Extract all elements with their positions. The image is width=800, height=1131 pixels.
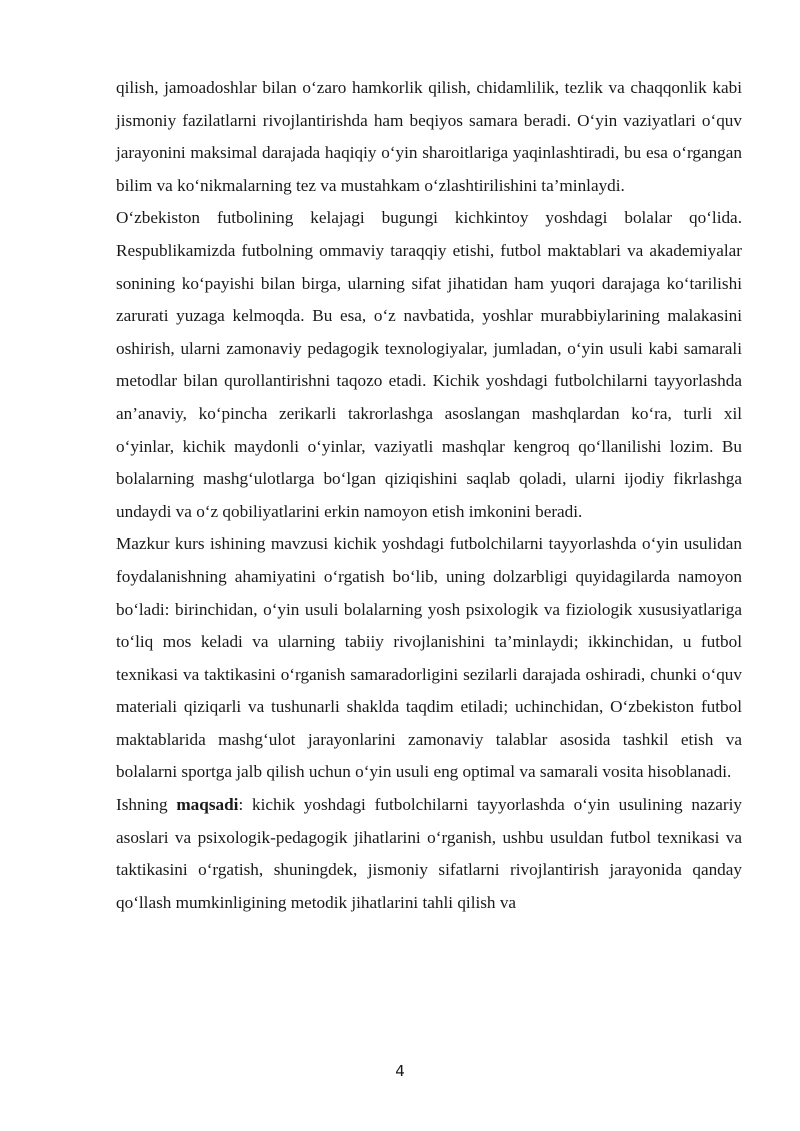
page-number: 4 bbox=[395, 1062, 405, 1080]
paragraph-intro-continuation: qilish, jamoadoshlar bilan o‘zaro hamkorlik qilish, chidamlilik, tezlik va chaqqonlik kabi jismoniy fazilatlarni rivojlantirishda ham beqiyos samara beradi. O‘yin vaziyatlari o‘quv jarayonini maksimal darajada haqiqiy o‘yin sharoitlariga yaqinlashtiradi, bu esa o‘rgangan bilim va ko‘nikmalarning tez va mustahkam o‘zlashtirilishini ta’minlaydi. bbox=[116, 78, 742, 195]
paragraph-goal bbox=[116, 789, 742, 919]
goal-rest-text: : kichik yoshdagi futbolchilarni tayyorlashda o‘yin usulining nazariy asoslari va psixologik-pedagogik jihatlarini o‘rganish, ushbu usuldan futbol texnikasi va taktikasini o‘rgatish, shuningdek, jismoniy sifatlarni rivojlantirish jarayonida qanday qo‘llash mumkinligining metodik jihatlarini tahli qilish va bbox=[116, 795, 743, 912]
paragraph-topic-relevance: Mazkur kurs ishining mavzusi kichik yoshdagi futbolchilarni tayyorlashda o‘yin usulidan foydalanishning ahamiyatini o‘rgatish bo‘lib, uning dolzarbligi quyidagilarda namoyon bo‘ladi: birinchidan, o‘yin usuli bolalarning yosh psixologik va fiziologik xususiyatlariga to‘liq mos keladi va ularning tabiiy rivojlanishini ta’minlaydi; ikkinchidan, u futbol texnikasi va taktikasini o‘rganish samaradorligini sezilarli darajada oshiradi, chunki o‘quv materiali qiziqarli va tushunarli shaklda taqdim etiladi; uchinchidan, O‘zbekiston futbol maktablarida mashg‘ulot jarayonlarini zamonaviy talablar asosida tashkil etish va bolalarni sportga jalb qilish uchun o‘yin usuli eng optimal va samarali vosita hisoblanadi. bbox=[116, 534, 742, 782]
goal-bold-word: maqsadi bbox=[176, 795, 239, 815]
document-page bbox=[116, 72, 742, 919]
goal-lead-text: Ishning bbox=[116, 795, 177, 815]
paragraph-uzbekistan-football-future: O‘zbekiston futbolining kelajagi bugungi kichkintoy yoshdagi bolalar qo‘lida. Respublikamizda futbolning ommaviy taraqqiy etishi, futbol maktablari va akademiyalar sonining ko‘payishi bilan birga, ularning sifat jihatidan ham yuqori darajaga ko‘tarilishi zarurati yuzaga kelmoqda. Bu esa, o‘z navbatida, yoshlar murabbiylarining malakasini oshirish, ularni zamonaviy pedagogik texnologiyalar, jumladan, o‘yin usuli kabi samarali metodlar bilan qurollantirishni taqozo etadi. Kichik yoshdagi futbolchilarni tayyorlashda an’anaviy, ko‘pincha zerikarli takrorlashga asoslangan mashqlardan ko‘ra, turli xil o‘yinlar, kichik maydonli o‘yinlar, vaziyatli mashqlar kengroq qo‘llanilishi lozim. Bu bolalarning mashg‘ulotlarga bo‘lgan qiziqishini saqlab qoladi, ularni ijodiy fikrlashga undaydi va o‘z qobiliyatlarini erkin namoyon etish imkonini beradi. bbox=[116, 208, 742, 521]
